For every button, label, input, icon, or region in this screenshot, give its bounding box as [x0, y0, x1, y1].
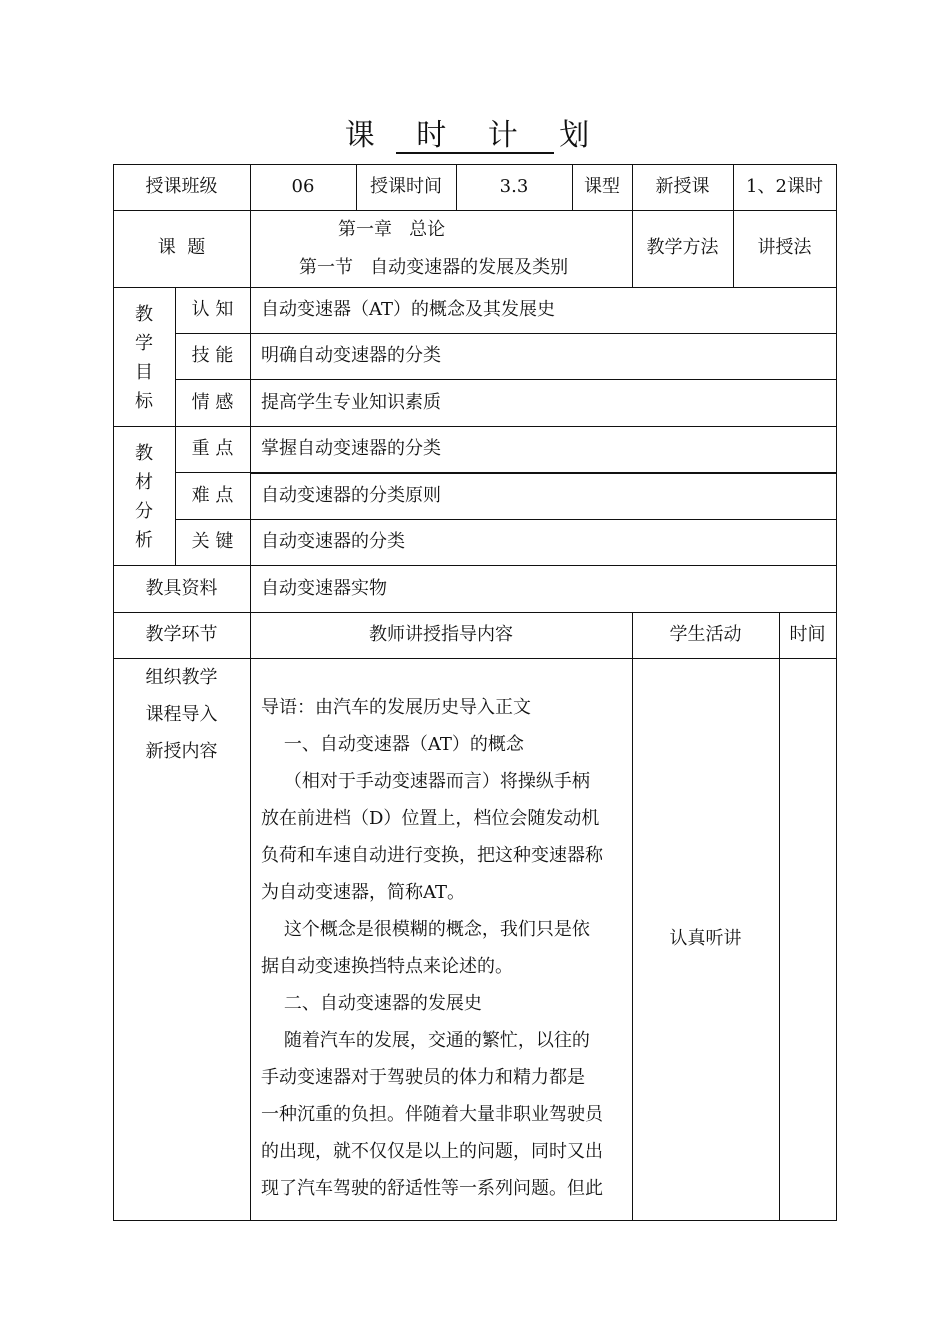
- topic-label: 课 题: [157, 237, 206, 258]
- student-activity: 认真听讲: [669, 928, 742, 949]
- content-line: 为自动变速器，简称AT。: [261, 882, 466, 903]
- materials-value: 自动变速器实物: [261, 578, 387, 599]
- process-header-student: 学生活动: [669, 624, 742, 645]
- type-label: 课型: [584, 176, 620, 197]
- analysis-value-difficulty: 自动变速器的分类原则: [261, 485, 441, 506]
- stage-organize: 组织教学: [145, 667, 218, 688]
- content-line: 随着汽车的发展，交通的繁忙，以往的: [261, 1030, 590, 1051]
- objective-value-skill: 明确自动变速器的分类: [261, 345, 441, 366]
- analysis-value-critical: 自动变速器的分类: [261, 531, 405, 552]
- content-line: 一、自动变速器（AT）的概念: [261, 734, 524, 755]
- time-value: 3.3: [499, 176, 529, 197]
- method-value: 讲授法: [757, 237, 812, 258]
- content-line: 负荷和车速自动进行变换，把这种变速器称: [261, 845, 603, 866]
- process-header-content: 教师讲授指导内容: [369, 624, 513, 645]
- class-label: 授课班级: [145, 176, 218, 197]
- title-underline: [396, 152, 554, 154]
- stage-introduction: 课程导入: [145, 704, 218, 725]
- content-line: 一种沉重的负担。伴随着大量非职业驾驶员: [261, 1104, 603, 1125]
- objective-label-skill: 技 能: [191, 345, 234, 366]
- content-line: 现了汽车驾驶的舒适性等一系列问题。但此: [261, 1178, 603, 1199]
- content-line: 放在前进档（D）位置上，档位会随发动机: [261, 808, 600, 829]
- objective-value-cognition: 自动变速器（AT）的概念及其发展史: [261, 299, 556, 320]
- objective-label-cognition: 认 知: [191, 299, 234, 320]
- content-line: 据自动变速换挡特点来论述的。: [261, 956, 513, 977]
- hours-value: 1、2课时: [746, 176, 823, 197]
- materials-label: 教具资料: [145, 578, 218, 599]
- type-value: 新授课: [655, 176, 710, 197]
- page-title: 课 时 计 划: [344, 118, 606, 153]
- analysis-group-label: 教材分析: [135, 443, 153, 551]
- content-line: 这个概念是很模糊的概念，我们只是依: [261, 919, 590, 940]
- analysis-label-critical: 关 键: [191, 531, 234, 552]
- topic-chapter: 第一章 总论: [338, 219, 446, 240]
- process-header-time: 时间: [789, 624, 826, 645]
- class-value: 06: [291, 176, 315, 197]
- time-label: 授课时间: [370, 176, 442, 197]
- topic-section: 第一节 自动变速器的发展及类别: [299, 257, 569, 278]
- content-line: 手动变速器对于驾驶员的体力和精力都是: [261, 1067, 585, 1088]
- process-header-stage: 教学环节: [145, 624, 218, 645]
- content-line: （相对于手动变速器而言）将操纵手柄: [261, 771, 590, 792]
- objective-label-emotion: 情 感: [191, 392, 234, 413]
- content-line: 二、自动变速器的发展史: [261, 993, 482, 1014]
- analysis-label-key-point: 重 点: [191, 438, 234, 459]
- analysis-value-key-point: 掌握自动变速器的分类: [261, 438, 441, 459]
- content-line: 导语：由汽车的发展历史导入正文: [261, 697, 531, 718]
- objective-value-emotion: 提高学生专业知识素质: [261, 392, 441, 413]
- content-line: 的出现，就不仅仅是以上的问题，同时又出: [261, 1141, 603, 1162]
- method-label: 教学方法: [646, 237, 719, 258]
- stage-new-content: 新授内容: [145, 741, 218, 762]
- objectives-group-label: 教学目标: [135, 304, 153, 412]
- analysis-label-difficulty: 难 点: [191, 485, 234, 506]
